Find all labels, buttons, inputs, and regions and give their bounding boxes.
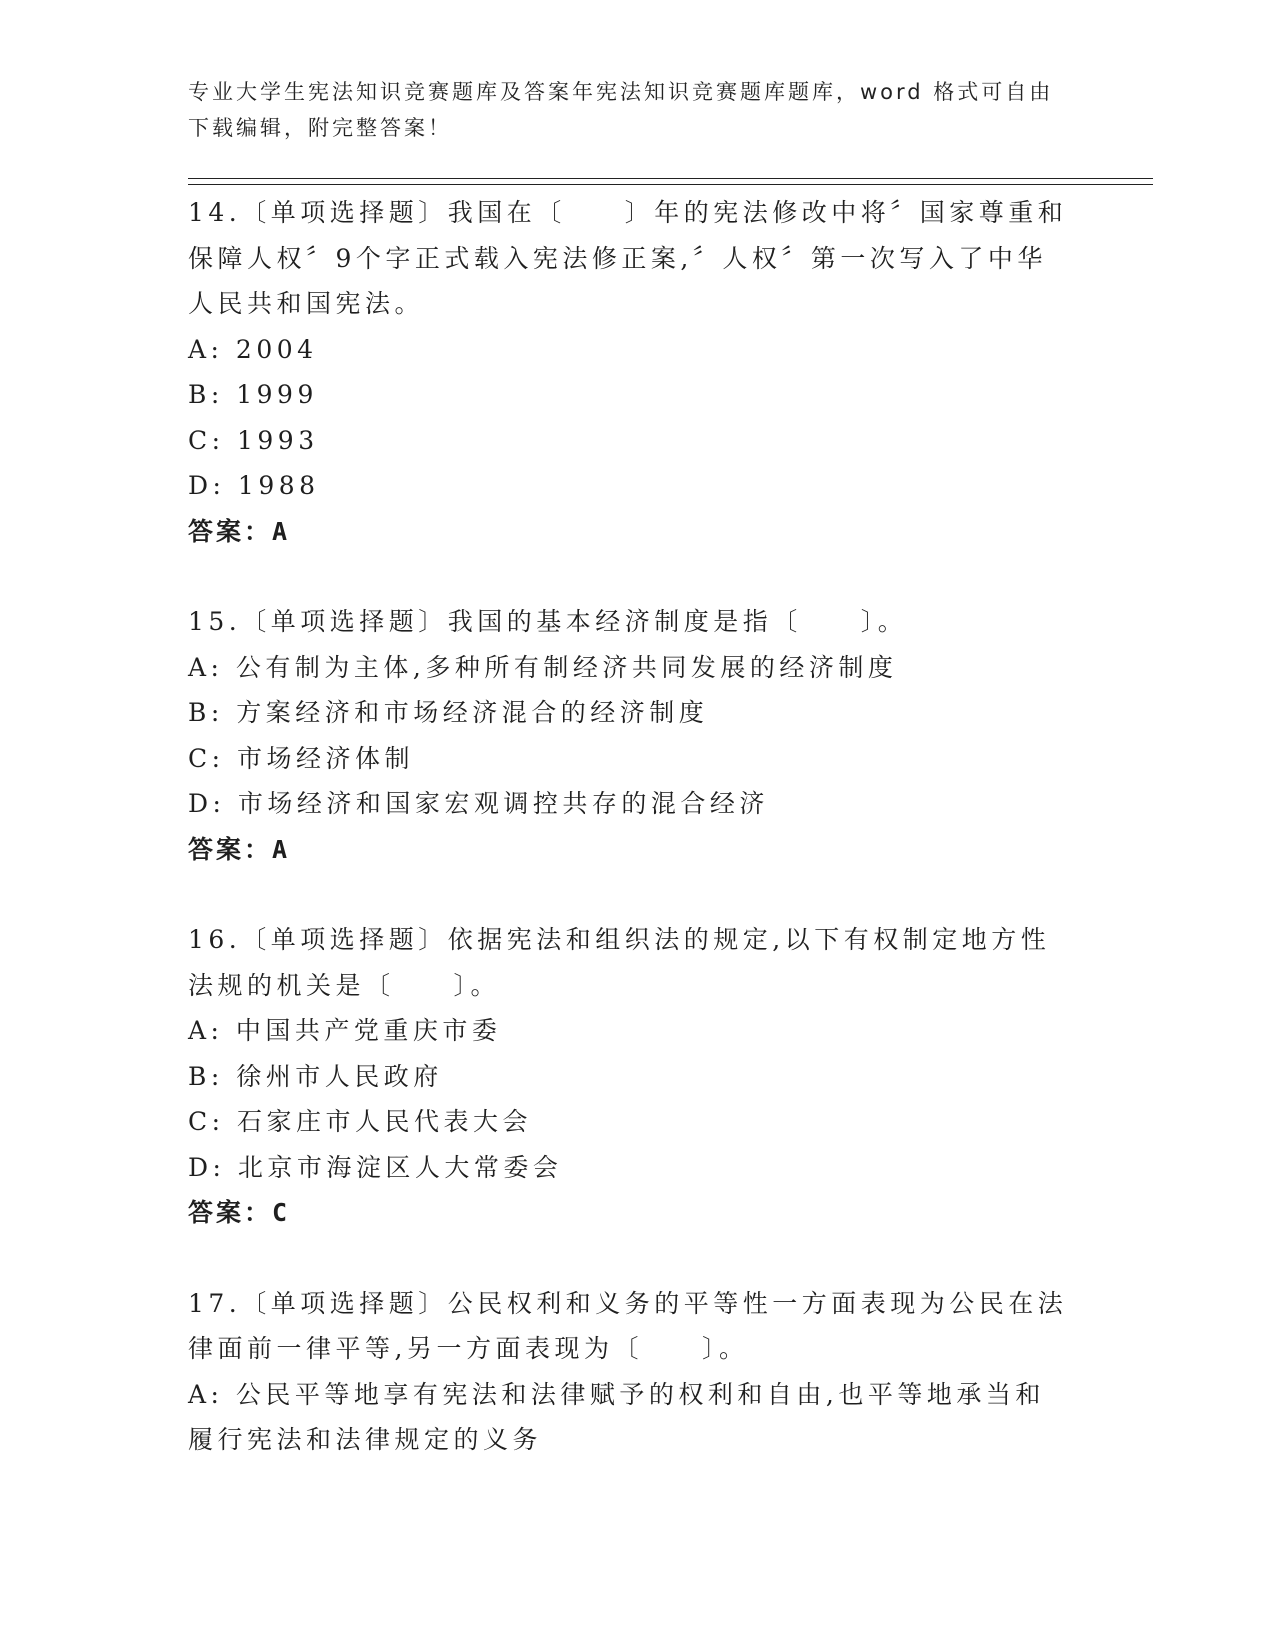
answer-value: A: [272, 834, 291, 864]
question-item: [188, 190, 1068, 554]
option-d: D: 市场经济和国家宏观调控共存的混合经济: [188, 789, 769, 818]
question-item: [188, 599, 1068, 872]
option-c: C: 1993: [188, 425, 319, 455]
answer-value: A: [272, 516, 291, 546]
answer-label: 答案：: [188, 834, 273, 864]
option-a: A: 中国共产党重庆市委: [188, 1016, 502, 1045]
option-a: A: 公有制为主体,多种所有制经济共同发展的经济制度: [188, 652, 898, 682]
document-header: 专业大学生宪法知识竞赛题库及答案年宪法知识竞赛题库题库，word 格式可自由下载编辑，附完整答案！: [188, 80, 1054, 140]
option-a: A: 公民平等地享有宪法和法律赋予的权利和自由,也平等地承当和履行宪法和法律规定的义务: [188, 1379, 1045, 1454]
option-d: D: 1988: [188, 471, 320, 500]
question-stem: 15.〔单项选择题〕我国的基本经济制度是指〔 〕。: [188, 607, 908, 636]
answer-value: C: [272, 1198, 291, 1227]
question-stem: 16.〔单项选择题〕依据宪法和组织法的规定,以下有权制定地方性法规的机关是〔 〕。: [188, 925, 1051, 1000]
answer-label: 答案：: [188, 1198, 273, 1227]
answer-line: [188, 1190, 1068, 1236]
header-divider-bottom: [188, 184, 1153, 185]
option-a: A: 2004: [188, 334, 318, 364]
option-b: B: 1999: [188, 380, 318, 409]
option-c: C: 石家庄市人民代表大会: [188, 1107, 532, 1136]
option-b: B: 徐州市人民政府: [188, 1061, 443, 1091]
question-item: [188, 1281, 1068, 1463]
question-stem: 17.〔单项选择题〕公民权利和义务的平等性一方面表现为公民在法律面前一律平等,另一方面表现为〔 〕。: [188, 1288, 1068, 1363]
question-stem: 14.〔单项选择题〕我国在〔 〕年的宪法修改中将〞国家尊重和保障人权〞9个字正式载入宪法修正案,〞人权〞第一次写入了中华人民共和国宪法。: [188, 198, 1068, 318]
question-item: [188, 917, 1068, 1236]
question-list: [188, 190, 1068, 1463]
header-divider-top: [188, 178, 1153, 179]
answer-line: [188, 827, 1068, 873]
answer-line: [188, 509, 1068, 555]
answer-label: 答案：: [188, 516, 273, 546]
option-c: C: 市场经济体制: [188, 743, 414, 773]
option-d: D: 北京市海淀区人大常委会: [188, 1152, 563, 1182]
option-b: B: 方案经济和市场经济混合的经济制度: [188, 698, 709, 727]
